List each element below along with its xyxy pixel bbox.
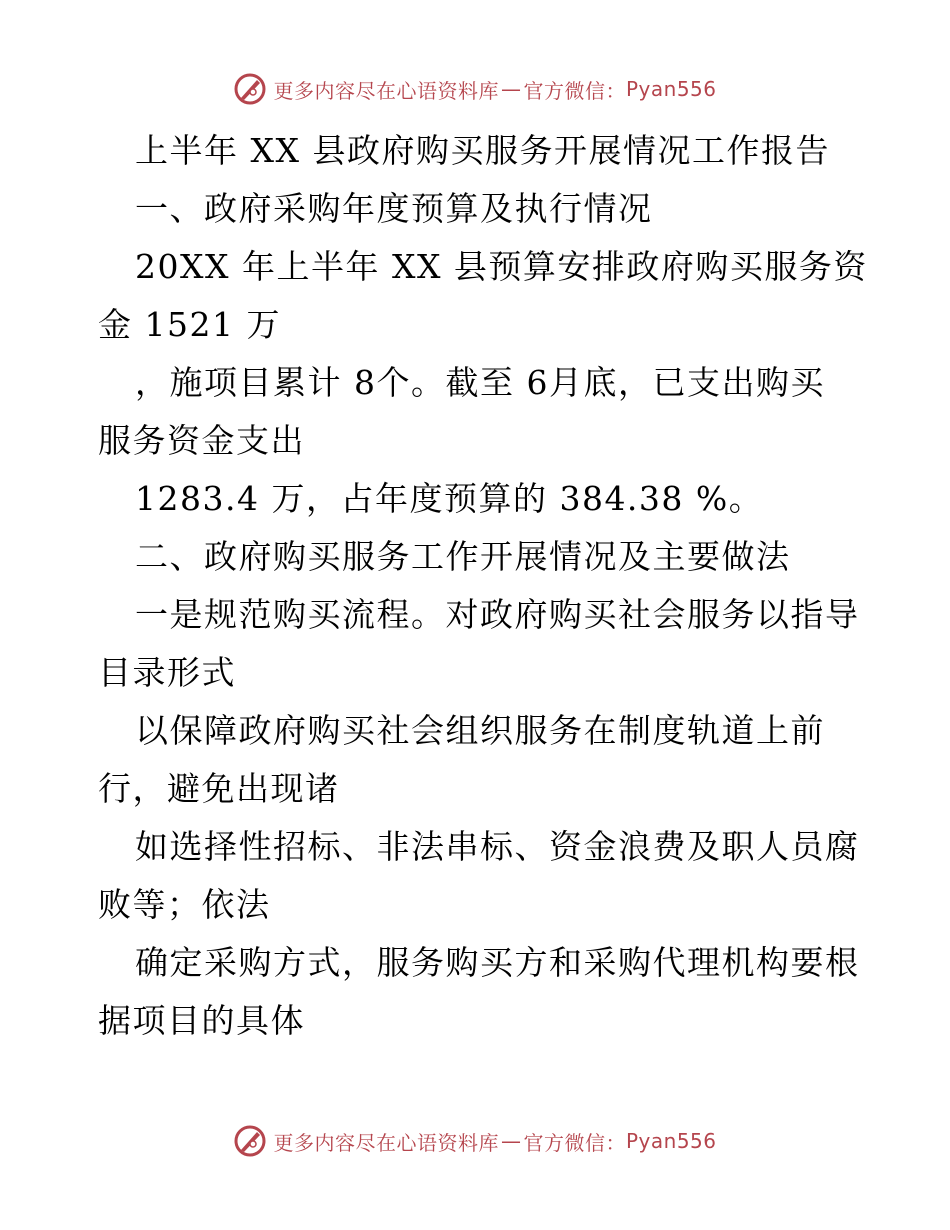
watermark-official-label: 官方微信： [523,78,626,103]
paragraph-line: 据项目的具体 [98,1001,305,1040]
paragraph-line: 1283.4 万，占年度预算的 384.38 %。 [135,479,764,518]
quill-logo-icon [233,1124,267,1158]
header-watermark [0,72,950,106]
document-body [98,122,868,1050]
paragraph-line: 一是规范购买流程。对政府购买社会服务以指导 [135,595,860,634]
footer-watermark [0,1124,950,1158]
paragraph-line: 行，避免出现诸 [98,769,340,808]
watermark-wechat-id: Pyan556 [625,77,717,101]
section-heading-1: 一、政府采购年度预算及执行情况 [135,189,653,228]
paragraph-line: ，施项目累计 8个。截至 6月底，已支出购买 [135,363,825,402]
section-heading-2: 二、政府购买服务工作开展情况及主要做法 [135,537,791,576]
watermark-separator: — [500,77,522,101]
paragraph-line: 如选择性招标、非法串标、资金浪费及职人员腐 [135,827,860,866]
paragraph-line: 确定采购方式，服务购买方和采购代理机构要根 [135,943,860,982]
watermark-wechat-id: Pyan556 [625,1129,717,1153]
watermark-separator: — [500,1129,522,1153]
paragraph-line: 金 1521 万 [98,305,281,344]
document-title: 上半年 XX 县政府购买服务开展情况工作报告 [135,131,830,170]
paragraph-line: 服务资金支出 [98,421,305,460]
quill-logo-icon [233,72,267,106]
paragraph-line: 以保障政府购买社会组织服务在制度轨道上前 [135,711,825,750]
paragraph-line: 20XX 年上半年 XX 县预算安排政府购买服务资 [135,247,868,286]
watermark-official-label: 官方微信： [523,1130,626,1155]
watermark-text: 更多内容尽在心语资料库 [273,1130,499,1155]
watermark-text: 更多内容尽在心语资料库 [273,78,499,103]
paragraph-line: 目录形式 [98,653,236,692]
paragraph-line: 败等；依法 [98,885,271,924]
